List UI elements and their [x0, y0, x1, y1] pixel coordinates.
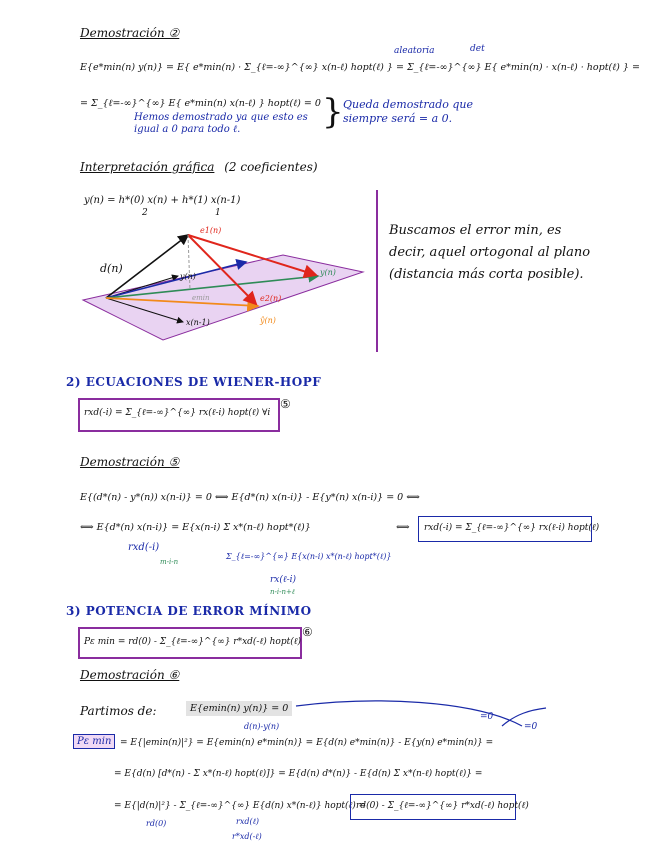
demo2-annotation-det: det: [470, 44, 485, 54]
partimos-arrow: [294, 696, 554, 736]
potencia-line3: = E{|d(n)|²} - Σ_{ℓ=-∞}^{∞} E{d(n) x*(n-ℓ)} hopt(ℓ) =: [114, 801, 367, 811]
sub-rd: rd(0): [146, 819, 167, 828]
annotation-zero-2: =0: [524, 722, 538, 732]
potencia-heading: 3) POTENCIA DE ERROR MÍNIMO: [66, 604, 312, 618]
vertical-divider: [376, 190, 378, 352]
wiener-line2b: ⟺: [396, 522, 410, 533]
label-emin: emin: [192, 294, 210, 302]
partimos-label: Partimos de:: [80, 704, 157, 718]
label-xm1: x(n-1): [186, 318, 210, 327]
partimos-equation: E{emin(n) y(n)} = 0: [186, 701, 292, 716]
demo2-equation-line1: E{e*min(n) y(n)} = E{ e*min(n) · Σ_{ℓ=-∞}^{∞} x(n-ℓ) hopt(ℓ) } = Σ_{ℓ=-∞}^{∞} E{ e*min(n) · x(n-ℓ) · hopt(ℓ) } =: [80, 62, 640, 73]
interp-title-row: [80, 160, 318, 174]
sub-rxd: rxd(ℓ): [236, 817, 260, 826]
vector-diagram: [78, 220, 378, 350]
interp-subtitle: (2 coeficientes): [224, 160, 318, 174]
wiener-sub3: rx(ℓ-i): [270, 575, 297, 585]
potencia-demo-title: Demostración ⑥: [80, 668, 180, 682]
brace: }: [322, 92, 344, 132]
label-d: d(n): [100, 262, 123, 275]
potencia-equation: Pε min = rd(0) - Σ_{ℓ=-∞}^{∞} r*xd(-ℓ) hopt(ℓ): [84, 637, 301, 647]
annotation-d-minus-y: d(n)-y(n): [244, 722, 280, 731]
label-e2: e2(n): [260, 294, 282, 303]
potencia-line1: = E{|emin(n)|²} = E{emin(n) e*min(n)} = E{d(n) e*min(n)} - E{y(n) e*min(n)} =: [120, 738, 494, 748]
label-y2: ŷ(n): [260, 316, 276, 325]
potencia-equation-number: ⑥: [302, 625, 313, 639]
demo2-annotation-aleatoria: aleatoria: [394, 46, 435, 56]
wiener-line1: E{(d*(n) - y*(n)) x(n-i)} = 0 ⟺ E{d*(n) x(n-i)} - E{y*(n) x(n-i)} = 0 ⟺: [80, 492, 420, 503]
label-e1: e1(n): [200, 226, 222, 235]
demo2-note-right: Queda demostrado que siempre será = a 0.: [343, 98, 473, 125]
interp-index-1: 1: [215, 208, 221, 218]
wiener-sub1b: m-i-n: [160, 558, 179, 566]
wiener-equation: rxd(-i) = Σ_{ℓ=-∞}^{∞} rx(ℓ-i) hopt(ℓ) ∀i: [84, 408, 271, 418]
potencia-result: rd(0) - Σ_{ℓ=-∞}^{∞} r*xd(-ℓ) hopt(ℓ): [356, 801, 529, 811]
wiener-demo-title: Demostración ⑤: [80, 455, 180, 469]
interp-formula: y(n) = h*(0) x(n) + h*(1) x(n-1): [84, 195, 241, 206]
wiener-heading: 2) ECUACIONES DE WIENER-HOPF: [66, 375, 322, 389]
label-y: y(n): [180, 272, 196, 281]
wiener-sub2: Σ_{ℓ=-∞}^{∞} E{x(n-i) x*(n-ℓ) hopt*(ℓ)}: [226, 552, 392, 561]
wiener-line2a: ⟺ E{d*(n) x(n-i)} = E{x(n-i) Σ x*(n-ℓ) hopt*(ℓ)}: [80, 522, 311, 533]
potencia-line2: = E{d(n) [d*(n) - Σ x*(n-ℓ) hopt(ℓ)]} = E{d(n) d*(n)} - E{d(n) Σ x*(n-ℓ) hopt(ℓ)} =: [114, 769, 483, 779]
wiener-result: rxd(-i) = Σ_{ℓ=-∞}^{∞} rx(ℓ-i) hopt(ℓ): [424, 523, 600, 533]
wiener-sub1: rxd(-i): [128, 542, 160, 553]
wiener-sub3b: n-i-n+ℓ: [270, 588, 295, 596]
sub-rxd2: r*xd(-ℓ): [232, 832, 262, 841]
interp-side-note: Buscamos el error min, es decir, aquel ortogonal al plano (distancia más corta posible).: [389, 223, 591, 282]
demo2-note-left: Hemos demostrado ya que esto es igual a 0 para todo ℓ.: [134, 112, 308, 135]
pmin-label: Pε min: [73, 734, 115, 749]
demo2-equation-line2: = Σ_{ℓ=-∞}^{∞} E{ e*min(n) x(n-ℓ) } hopt(ℓ) = 0: [80, 98, 321, 109]
demo2-title: Demostración ②: [80, 26, 180, 40]
annotation-zero-1: =0: [480, 712, 494, 722]
interp-index-2: 2: [142, 208, 148, 218]
label-y1: y(n): [320, 268, 336, 277]
wiener-equation-number: ⑤: [280, 397, 291, 411]
interp-title: Interpretación gráfica: [80, 160, 215, 174]
